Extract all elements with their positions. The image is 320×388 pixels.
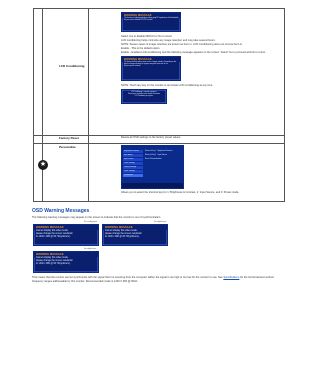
lcd-desc-2: NOTE: Severe cases of image retention are known as burn in. LCD Conditioning does not remove burn in.	[121, 42, 243, 46]
warning-dialog-analog	[33, 224, 99, 246]
outro-text-b: for the monitor to use. See	[192, 276, 223, 279]
row-label-lcd-conditioning: LCD Conditioning	[59, 64, 85, 68]
lcd-warning-dialog	[121, 56, 181, 81]
touch-note: NOTE: Touch any key on the monitor to terminate LCD Conditioning at any time.	[121, 84, 214, 87]
dialog-title: WARNING MESSAGE	[122, 57, 180, 62]
osd-menu-item: Brightness/Contrast	[123, 150, 143, 153]
osd-option: Shortcut Key 2 Input Source	[145, 153, 168, 156]
dialog-line: degree of image retention the program may take some time to run.	[124, 64, 169, 66]
dialog-line: The feature will help reduce minor cases of image retention. Depending on the	[124, 62, 177, 64]
section-title: OSD Warning Messages	[32, 208, 90, 214]
table-divider	[42, 9, 43, 201]
dialog-line: Do you want to disable DDC/CI function?	[124, 20, 153, 22]
dialog-line: Cannot display this video mode.	[36, 230, 69, 233]
dialog-line: to 1440 x 900 @ 60 Hz(optimum).	[36, 263, 71, 266]
dialog-line: to 1440 x 900 @ 60 Hz(optimum).	[105, 236, 140, 239]
osd-menu-screenshot	[121, 145, 184, 189]
row-label-factory-reset: Factory Reset	[59, 136, 79, 140]
dialog-line: LCD Conditioning is currently in progress.	[131, 92, 157, 93]
select-note: Select Yes to disable DDC/CI or No to return.	[121, 35, 173, 38]
enable-text: Enable - This is the default option.	[121, 47, 161, 50]
table-divider	[88, 9, 89, 201]
osd-menu-item: Display Settings	[123, 166, 143, 169]
dialog-line: to 1440 x 900 @ 60 Hz(optimum).	[36, 236, 71, 239]
osd-menu-item: Other Settings	[123, 170, 143, 173]
dialog-line: please change the screen resolution	[36, 260, 73, 263]
dialog-line: Please press any button on the monitor to terminate	[128, 93, 160, 95]
outro-text-a: This means that the monitor cannot synchronize with the signal that it is receiving from the computer. Either the signal is too high or too low	[32, 276, 192, 279]
dialog-line: please change the screen resolution	[105, 233, 142, 236]
personalize-text: Allows you to select the shortcut key for 1: Brightness & Contrast, 2: Input Source, and 3: Preset mode.	[121, 191, 240, 194]
section-outro	[32, 276, 282, 283]
dialog-title: WARNING MESSAGE	[34, 252, 98, 257]
row-label-personalize: Personalize	[59, 145, 76, 149]
table-row-divider	[34, 143, 284, 144]
outro-text-c: for the horizontal and vertical frequency ranges addressable by this monitor. Recommended mode is 1440 X 900 @ 60Hz.	[32, 276, 274, 283]
specifications-link[interactable]: Specifications	[223, 276, 240, 279]
dialog-line: Do you want to continue?	[124, 66, 141, 68]
dialog-title: WARNING MESSAGE	[122, 13, 180, 18]
osd-menu-item: Auto Adjust	[123, 154, 143, 157]
dialog-line: please change the screen resolution	[36, 233, 73, 236]
osd-option: Reset Personalization	[145, 157, 162, 160]
enable-detail: Enable - Enables LCD conditioning and the following message appears on the screen. Select Yes to proceed and No to return.	[121, 50, 266, 54]
digital-label-2: For digital input	[84, 248, 97, 250]
warning-dialog-third	[33, 251, 99, 273]
dialog-line: Cannot display this video mode.	[36, 257, 69, 260]
analog-label: For analog input	[84, 221, 97, 223]
dialog-line: The function of adjusting display setting using PC application will be disabled.	[124, 18, 179, 20]
dialog-line: Cannot display this video mode.	[105, 230, 138, 233]
star-icon: ★	[39, 161, 47, 168]
warning-dialog-digital	[102, 224, 168, 246]
digital-label: For digital input	[154, 221, 167, 223]
factory-reset-text: Resets all OSD settings to the factory preset values.	[121, 136, 181, 139]
osd-menu-item: Color Settings	[123, 162, 143, 165]
osd-footer	[122, 183, 183, 188]
osd-menu-item: Input Source	[123, 158, 143, 161]
dialog-line: LCD Conditioning at any time.	[134, 95, 154, 97]
ddc-warning-dialog	[121, 12, 181, 32]
osd-option: Shortcut Key 1 Brightness/Contrast	[145, 150, 173, 152]
lcd-progress-dialog	[121, 89, 167, 104]
osd-menu-item-selected: Personalize	[123, 174, 143, 177]
lcd-desc-1: LCD conditioning helps minimize any image retention and may take several hours.	[121, 39, 216, 42]
section-intro: The following warning messages may appear on the screen to indicate that the monitor is out of synchronization.	[32, 216, 162, 219]
dialog-title: WARNING MESSAGE	[103, 225, 167, 230]
dialog-title: WARNING MESSAGE	[34, 225, 98, 230]
